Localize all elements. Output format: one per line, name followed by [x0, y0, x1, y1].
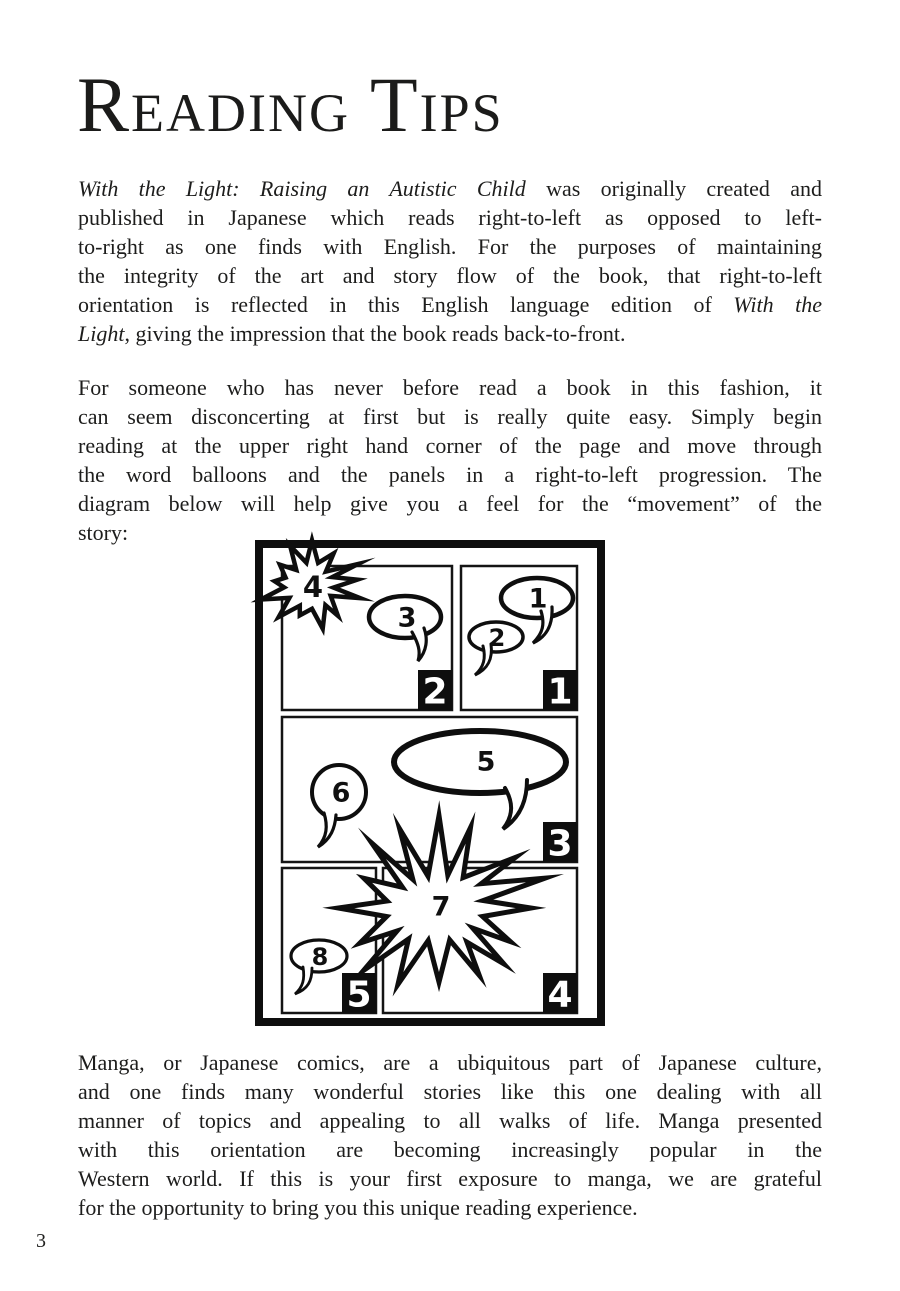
- panel-number-1: 1: [547, 671, 573, 713]
- paragraph-orientation-intro: [78, 174, 822, 348]
- balloon-3-label: 3: [397, 602, 417, 634]
- text-line: reading at the upper right hand corner of the page and move through: [78, 433, 822, 458]
- paragraph-how-to-read: [78, 373, 822, 547]
- text-line: story:: [78, 520, 129, 545]
- balloon-8-label: 8: [311, 943, 329, 971]
- text-line: published in Japanese which reads right-to-left as opposed to left-: [78, 205, 822, 230]
- text-line: and one finds many wonderful stories like this one dealing with all: [78, 1079, 822, 1104]
- title-smallcaps-tips: IPS: [419, 83, 504, 143]
- manga-reading-order-diagram: [255, 540, 605, 1026]
- text-line: For someone who has never before read a book in this fashion, it: [78, 375, 822, 400]
- text-line: manner of topics and appealing to all walks of life. Manga presented: [78, 1108, 822, 1133]
- text-line: diagram below will help give you a feel for the “movement” of the: [78, 491, 822, 516]
- text-line: With the Light: Raising an Autistic Child was originally created and: [78, 176, 822, 201]
- balloon-4-label: 4: [302, 570, 324, 604]
- balloon-2-label: 2: [488, 624, 506, 652]
- title-initial-tips: T: [370, 61, 420, 148]
- title-smallcaps-reading: EADING: [131, 83, 350, 143]
- page-number: 3: [36, 1230, 46, 1252]
- text-line: Light, giving the impression that the book reads back-to-front.: [78, 321, 626, 346]
- page-title: [77, 61, 504, 148]
- text-line: with this orientation are becoming increasingly popular in the: [78, 1137, 822, 1162]
- text-line: the integrity of the art and story flow of the book, that right-to-left: [78, 263, 822, 288]
- panel-number-3: 3: [547, 823, 573, 865]
- paragraph-manga-culture: [78, 1048, 822, 1222]
- text-line: for the opportunity to bring you this unique reading experience.: [78, 1195, 638, 1220]
- balloon-6-label: 6: [331, 777, 351, 809]
- text-line: to-right as one finds with English. For the purposes of maintaining: [78, 234, 822, 259]
- balloon-7-label: 7: [431, 891, 451, 923]
- panel-number-2: 2: [422, 671, 448, 713]
- text-line: can seem disconcerting at first but is really quite easy. Simply begin: [78, 404, 822, 429]
- balloon-5-label: 5: [476, 746, 496, 778]
- diagram-svg: [255, 540, 605, 1026]
- text-line: Manga, or Japanese comics, are a ubiquitous part of Japanese culture,: [78, 1050, 822, 1075]
- text-line: Western world. If this is your first exposure to manga, we are grateful: [78, 1166, 822, 1191]
- panel-number-5: 5: [346, 974, 372, 1016]
- panel-number-4: 4: [547, 974, 573, 1016]
- balloon-1-label: 1: [528, 583, 548, 615]
- text-line: orientation is reflected in this English language edition of With the: [78, 292, 823, 317]
- text-line: the word balloons and the panels in a right-to-left progression. The: [78, 462, 822, 487]
- title-initial-reading: R: [77, 61, 132, 148]
